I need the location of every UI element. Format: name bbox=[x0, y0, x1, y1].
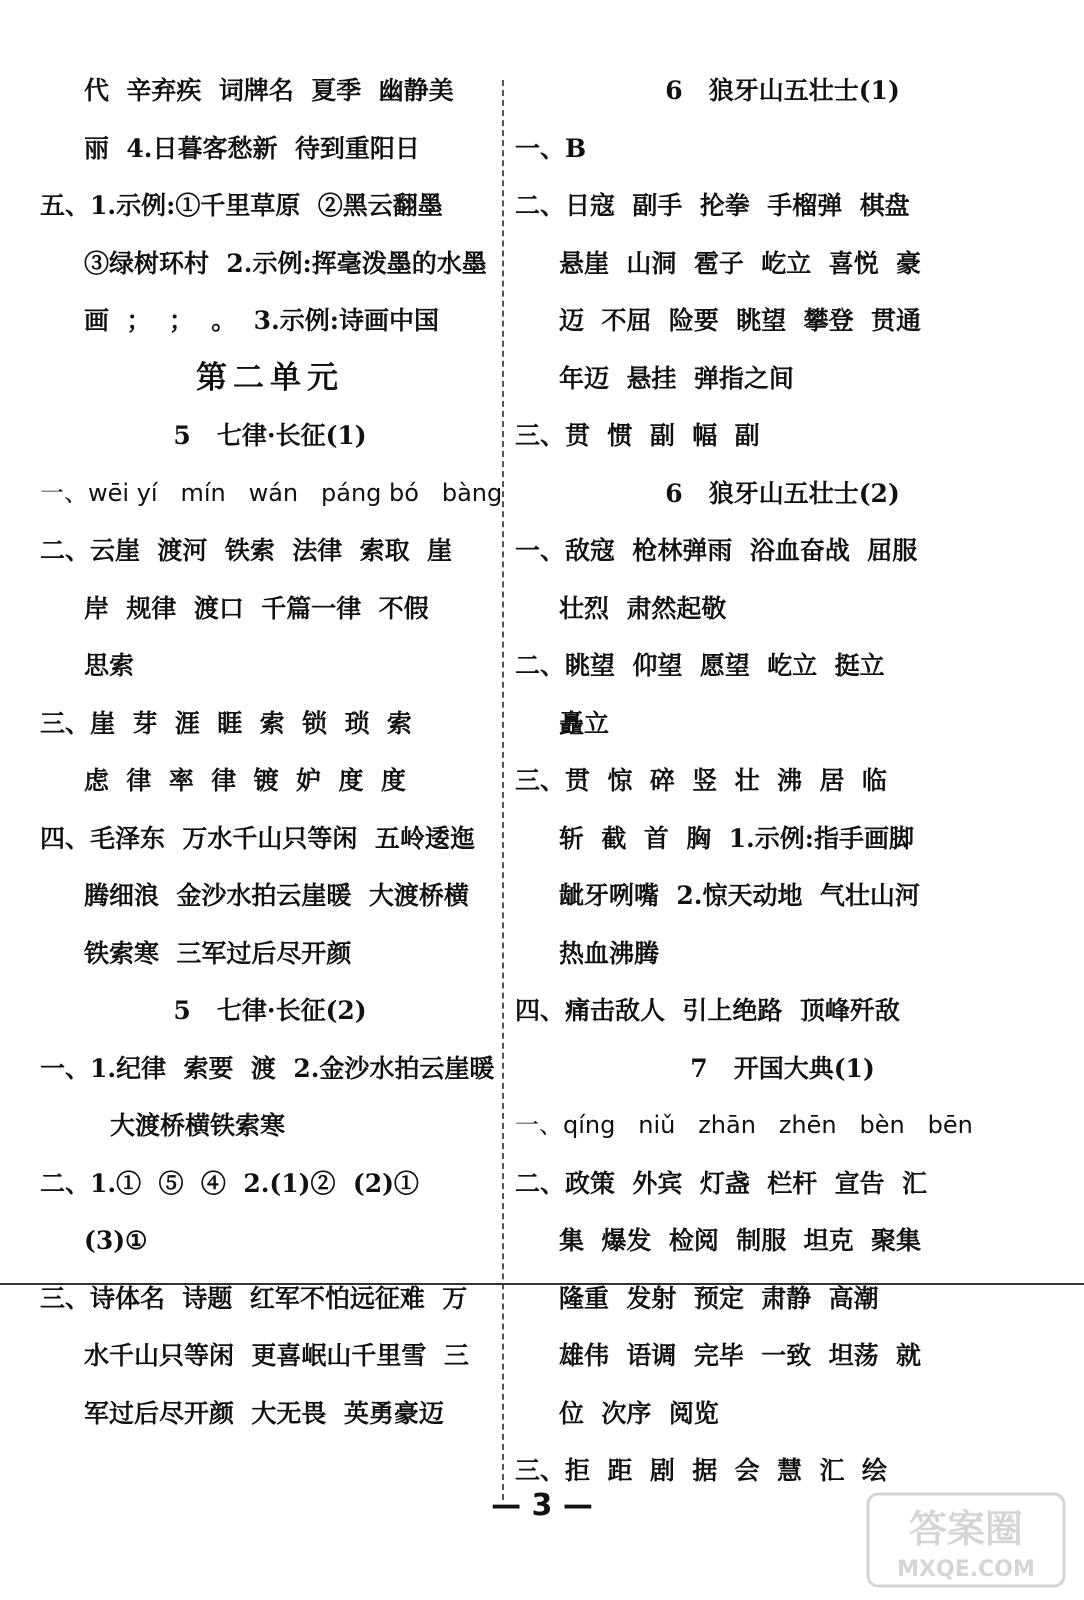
answer-line: 丽 4.日暮客愁新 待到重阳日 bbox=[84, 133, 420, 163]
answer-line: 位 次序 阅览 bbox=[559, 1398, 719, 1428]
answer-stamp-logo-icon bbox=[866, 1492, 1066, 1588]
lesson-heading: 6 狼牙山五壮士(2) bbox=[665, 478, 900, 508]
watermark-logo bbox=[866, 1492, 1066, 1588]
answer-line: 四、痛击敌人 引上绝路 顶峰歼敌 bbox=[515, 996, 900, 1025]
answer-line: 斩 截 首 胸 1.示例:指手画脚 bbox=[559, 823, 914, 853]
answer-line: 二、1.① ⑤ ④ 2.(1)② (2)① bbox=[40, 1168, 419, 1198]
answer-line: 军过后尽开颜 大无畏 英勇豪迈 bbox=[84, 1398, 444, 1428]
answer-line: ③绿树环村 2.示例:挥毫泼墨的水墨 bbox=[84, 248, 487, 278]
unit-title: 第二单元 bbox=[196, 359, 344, 396]
answer-line: 岸 规律 渡口 千篇一律 不假 bbox=[84, 593, 429, 623]
lesson-heading: 7 开国大典(1) bbox=[690, 1053, 875, 1083]
answer-line: 思索 bbox=[84, 651, 135, 680]
answer-line: 一、wēi yí mín wán páng bó bàng bbox=[40, 478, 503, 507]
answer-line: 三、贯 惯 副 幅 副 bbox=[515, 421, 760, 450]
horizontal-rule bbox=[0, 1283, 1084, 1285]
answer-line: 大渡桥横铁索寒 bbox=[110, 1111, 286, 1140]
answer-line: 四、毛泽东 万水千山只等闲 五岭逶迤 bbox=[40, 823, 475, 853]
answer-line: 三、诗体名 诗题 红军不怕远征难 万 bbox=[40, 1283, 468, 1313]
answer-line: 二、云崖 渡河 铁索 法律 索取 崖 bbox=[40, 536, 453, 565]
answer-line: 年迈 悬挂 弹指之间 bbox=[559, 363, 794, 393]
answer-line: 迈 不屈 险要 眺望 攀登 贯通 bbox=[559, 306, 922, 335]
answer-line: 三、贯 惊 碎 竖 壮 沸 居 临 bbox=[515, 766, 887, 795]
answer-line: 水千山只等闲 更喜岷山千里雪 三 bbox=[84, 1341, 469, 1370]
answer-line: 代 辛弃疾 词牌名 夏季 幽静美 bbox=[84, 76, 454, 105]
answer-line: 虑 律 率 律 镀 妒 度 度 bbox=[84, 766, 406, 795]
answer-line: 一、1.纪律 索要 渡 2.金沙水拍云崖暖 bbox=[40, 1053, 495, 1083]
answer-line: 三、拒 距 剧 据 会 慧 汇 绘 bbox=[515, 1456, 887, 1485]
page-number: — 3 — bbox=[491, 1488, 593, 1523]
answer-line: 一、B bbox=[515, 133, 587, 163]
answer-line: 一、qíng niǔ zhān zhēn bèn bēn bbox=[515, 1111, 973, 1139]
answer-line: 集 爆发 检阅 制服 坦克 聚集 bbox=[559, 1226, 922, 1255]
answer-line: 二、日寇 副手 抡拳 手榴弹 棋盘 bbox=[515, 191, 910, 220]
answer-line: 五、1.示例:①千里草原 ②黑云翻墨 bbox=[40, 191, 443, 220]
answer-line: 热血沸腾 bbox=[559, 938, 660, 968]
answer-line: 二、眺望 仰望 愿望 屹立 挺立 bbox=[515, 651, 885, 680]
answer-line: 壮烈 肃然起敬 bbox=[559, 593, 727, 623]
lesson-heading: 5 七律·长征(2) bbox=[173, 996, 367, 1025]
watermark-title: 答案圈 bbox=[908, 1507, 1024, 1551]
answer-line: 悬崖 山洞 雹子 屹立 喜悦 豪 bbox=[559, 248, 922, 278]
answer-line: 腾细浪 金沙水拍云崖暖 大渡桥横 bbox=[84, 881, 469, 910]
answer-line: 画 ； ； 。 3.示例:诗画中国 bbox=[84, 306, 439, 335]
answer-line: 二、政策 外宾 灯盏 栏杆 宣告 汇 bbox=[515, 1168, 928, 1198]
answer-line: 三、崖 芽 涯 睚 索 锁 琐 索 bbox=[40, 708, 412, 738]
answer-line: 一、敌寇 枪林弹雨 浴血奋战 屈服 bbox=[515, 536, 918, 565]
answer-line: (3)① bbox=[84, 1226, 148, 1255]
watermark-url: MXQE.COM bbox=[897, 1557, 1035, 1582]
answer-column-left bbox=[40, 62, 503, 1442]
lesson-heading: 6 狼牙山五壮士(1) bbox=[665, 76, 900, 105]
answer-line: 隆重 发射 预定 肃静 高潮 bbox=[559, 1283, 879, 1313]
column-divider bbox=[502, 80, 504, 1500]
answer-line: 铁索寒 三军过后尽开颜 bbox=[84, 938, 352, 968]
lesson-heading: 5 七律·长征(1) bbox=[173, 421, 367, 450]
answer-line: 龇牙咧嘴 2.惊天动地 气壮山河 bbox=[559, 881, 920, 910]
answer-line: 雄伟 语调 完毕 一致 坦荡 就 bbox=[559, 1341, 922, 1370]
answer-line: 矗立 bbox=[559, 708, 610, 738]
